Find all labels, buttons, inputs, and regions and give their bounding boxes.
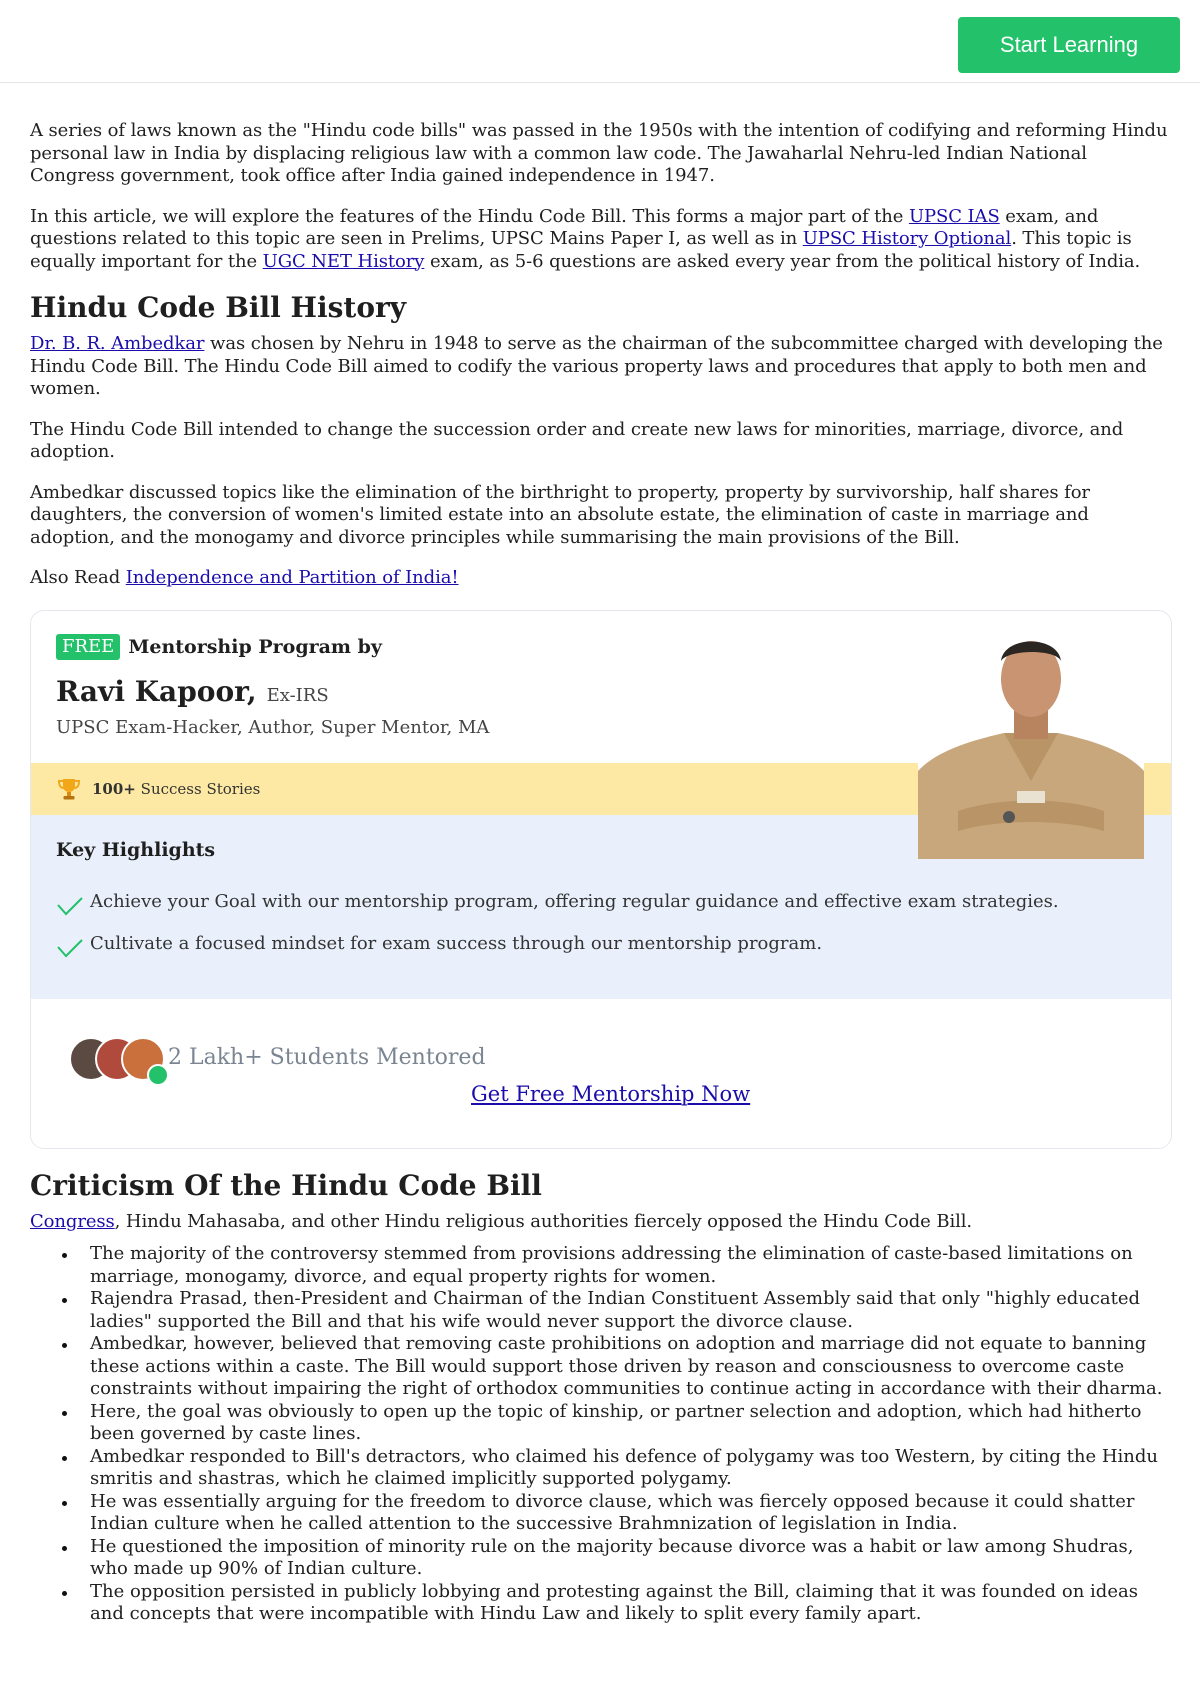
list-item-text: The majority of the controversy stemmed from provisions addressing the elimination of caste-based limitations on marriage, monogamy, divorce, and equal property rights for women. xyxy=(90,1243,1133,1287)
list-item-text: Here, the goal was obviously to open up the topic of kinship, or partner selection and adoption, which had hitherto been governed by caste lines. xyxy=(90,1400,1142,1444)
highlight-text: Cultivate a focused mindset for exam success through our mentorship program. xyxy=(90,932,823,954)
intro-paragraph-2 xyxy=(30,206,1170,274)
trophy-icon xyxy=(56,776,82,802)
history-paragraph-3: Ambedkar discussed topics like the elimination of the birthright to property, property by survivorship, half shares for daughters, the conversion of women's limited estate into an absolute estate, the elimination of caste in marriage and adoption, and the monogamy and divorce principles while summarising the main provisions of the Bill. xyxy=(30,481,1090,548)
list-item-text: The opposition persisted in publicly lobbying and protesting against the Bill, claiming that it was founded on ideas and concepts that were incompatible with Hindu Law and likely to split every family apart. xyxy=(90,1580,1138,1624)
success-label: Success Stories xyxy=(140,779,261,798)
mentor-description: UPSC Exam-Hacker, Author, Super Mentor, MA xyxy=(56,716,490,738)
program-title: Mentorship Program by xyxy=(128,635,382,658)
upsc-ias-link[interactable]: UPSC IAS xyxy=(908,205,1000,227)
intro-text-b: exam, and questions related to this topic are seen in Prelims, UPSC Mains Paper I, as well as in xyxy=(30,205,1099,249)
upsc-history-optional-link[interactable]: UPSC History Optional xyxy=(802,228,1012,249)
success-count: 100+ xyxy=(92,779,136,798)
history-text: was chosen by Nehru in 1948 to serve as the chairman of the subcommittee charged with developing the Hindu Code Bill. The Hindu Code Bill aimed to codify the various property laws and procedures that apply to both men and women. xyxy=(30,333,1163,399)
article-body xyxy=(30,120,1170,1626)
list-item xyxy=(90,1288,1170,1333)
also-read-prefix: Also Read xyxy=(30,567,126,588)
online-dot-icon xyxy=(147,1064,169,1086)
list-item-text: Ambedkar responded to Bill's detractors, who claimed his defence of polygamy was too Western, by citing the Hindu smritis and shastras, which he claimed implicitly supported polygamy. xyxy=(90,1445,1159,1489)
top-bar xyxy=(0,0,1200,83)
check-icon xyxy=(56,893,84,917)
list-item xyxy=(90,1401,1170,1446)
program-title-row xyxy=(56,634,382,660)
mentorship-footer xyxy=(31,999,1171,1148)
highlight-text: Achieve your Goal with our mentorship program, offering regular guidance and effective exam strategies. xyxy=(90,890,1059,912)
intro-text-c: . This topic is equally important for the xyxy=(30,228,1132,272)
mentorship-card xyxy=(30,610,1172,1149)
list-item-text: Rajendra Prasad, then-President and Chairman of the Indian Constituent Assembly said that only "highly educated ladies" supported the Bill and that his wife would never support the divorce clause. xyxy=(90,1288,1141,1332)
list-item-text: He was essentially arguing for the freedom to divorce clause, which was fiercely opposed because it could shatter Indian culture when he called attention to the successive Brahmnization of legislation in India. xyxy=(90,1490,1135,1534)
list-item-text: Ambedkar, however, believed that removing caste prohibitions on adoption and marriage did not equate to banning these actions within a caste. The Bill would support those driven by reason and consciousness to overcome caste constraints without impairing the right of orthodox communities to continue acting in accordance with their dharma. xyxy=(90,1333,1163,1399)
mentor-name: Ravi Kapoor, xyxy=(56,674,257,708)
list-item-text: He questioned the imposition of minority rule on the majority because divorce was a habit or law among Shudras, who made up 90% of Indian culture. xyxy=(90,1535,1134,1579)
list-item xyxy=(90,1243,1170,1288)
criticism-intro-text: , Hindu Mahasaba, and other Hindu religious authorities fiercely opposed the Hindu Code Bill. xyxy=(114,1210,973,1232)
list-item xyxy=(90,1491,1170,1536)
history-paragraph-1 xyxy=(30,333,1170,401)
criticism-intro xyxy=(30,1211,1170,1234)
start-learning-button[interactable]: Start Learning xyxy=(958,17,1180,73)
mentor-tag: Ex-IRS xyxy=(266,684,329,706)
highlight-item xyxy=(56,891,1059,917)
mentor-name-row xyxy=(56,675,329,708)
congress-link[interactable]: Congress xyxy=(30,1210,115,1232)
intro-text-a: In this article, we will explore the features of the Hindu Code Bill. This forms a major part of the xyxy=(30,205,909,227)
get-free-mentorship-link[interactable]: Get Free Mentorship Now xyxy=(471,1081,751,1106)
list-item xyxy=(90,1581,1170,1626)
student-avatars xyxy=(69,1037,164,1081)
ambedkar-link[interactable]: Dr. B. R. Ambedkar xyxy=(30,333,205,354)
history-paragraph-2: The Hindu Code Bill intended to change the succession order and create new laws for minorities, marriage, divorce, and adoption. xyxy=(30,418,1124,462)
criticism-heading: Criticism Of the Hindu Code Bill xyxy=(30,1168,542,1202)
criticism-list xyxy=(30,1243,1170,1626)
check-icon xyxy=(56,935,84,959)
intro-text-d: exam, as 5-6 questions are asked every year from the political history of India. xyxy=(424,250,1141,272)
ugc-net-history-link[interactable]: UGC NET History xyxy=(262,250,425,272)
mentor-photo xyxy=(918,621,1144,859)
list-item xyxy=(90,1536,1170,1581)
students-mentored: 2 Lakh+ Students Mentored xyxy=(168,1044,486,1070)
highlights-title: Key Highlights xyxy=(56,838,216,861)
list-item xyxy=(90,1446,1170,1491)
independence-partition-link[interactable]: Independence and Partition of India! xyxy=(125,567,459,588)
highlight-item xyxy=(56,933,822,959)
free-badge: FREE xyxy=(56,634,120,660)
also-read xyxy=(30,567,1170,590)
intro-paragraph-1: A series of laws known as the "Hindu code bills" was passed in the 1950s with the intention of codifying and reforming Hindu personal law in India by displacing religious law with a common law code. The Jawaharlal Nehru-led Indian National Congress government, took office after India gained independence in 1947. xyxy=(30,120,1168,186)
success-stories xyxy=(92,780,260,798)
history-heading: Hindu Code Bill History xyxy=(30,291,407,324)
list-item xyxy=(90,1333,1170,1401)
